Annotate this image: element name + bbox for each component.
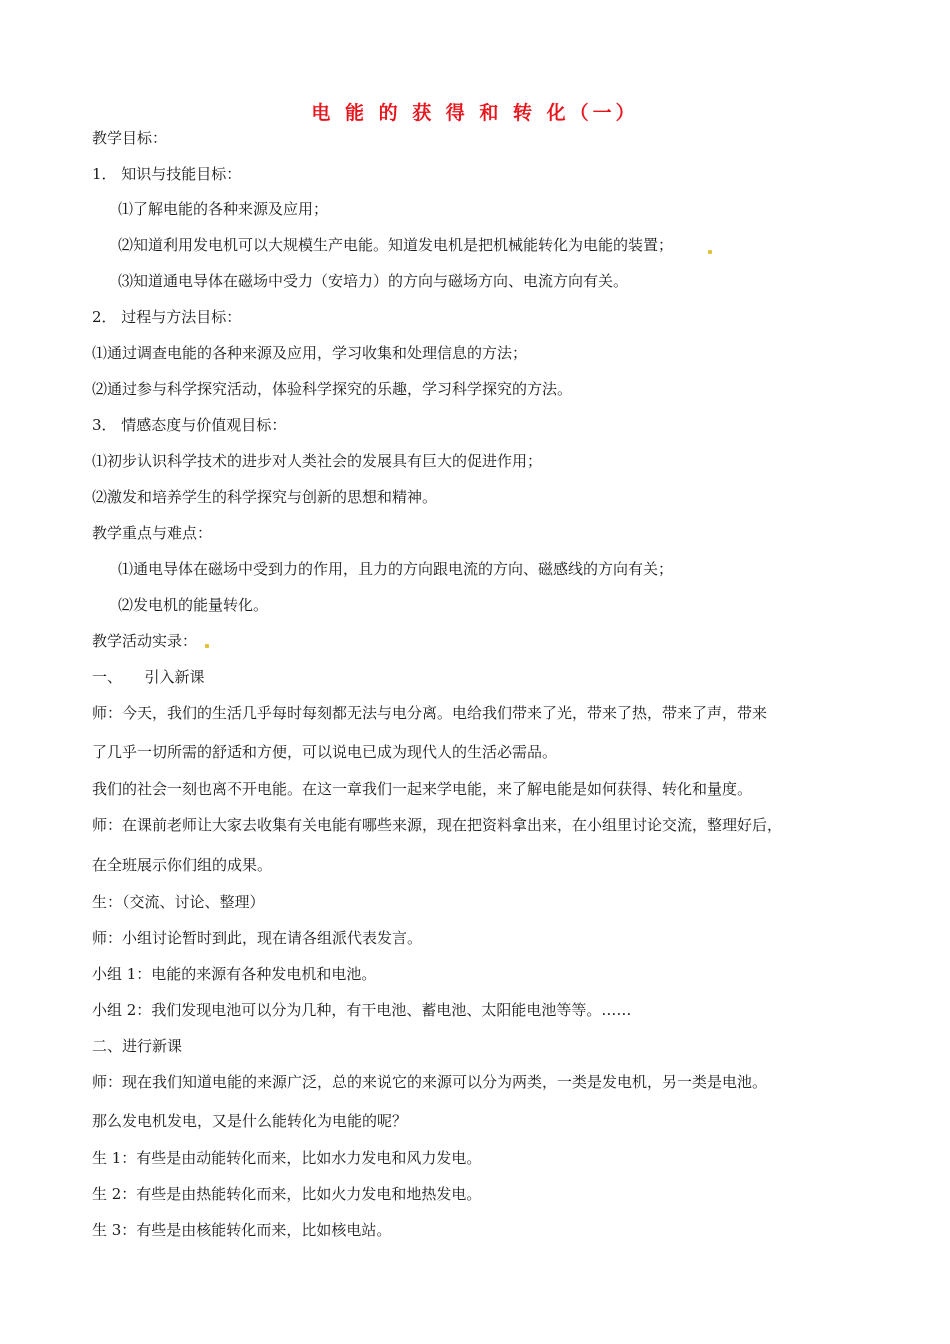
heading-teaching-goals: 教学目标： xyxy=(92,129,168,147)
dialogue-line: 生 2：有些是由热能转化而来，比如火力发电和地热发电。 xyxy=(92,1185,482,1203)
goal-1-item-2: ⑵知道利用发电机可以大规模生产电能。知道发电机是把机械能转化为电能的装置； xyxy=(118,236,674,254)
heading-activity-record: 教学活动实录： xyxy=(92,632,198,650)
key-point-2: ⑵发电机的能量转化。 xyxy=(118,596,269,614)
goal-3-heading: 3． 情感态度与价值观目标： xyxy=(92,416,287,434)
heading-key-points: 教学重点与难点： xyxy=(92,524,213,542)
goal-1-item-3: ⑶知道通电导体在磁场中受力（安培力）的方向与磁场方向、电流方向有关。 xyxy=(118,272,629,290)
section-1-heading: 一、 引入新课 xyxy=(92,668,205,686)
section-2-heading: 二、进行新课 xyxy=(92,1037,183,1055)
goal-2-item-1: ⑴通过调查电能的各种来源及应用，学习收集和处理信息的方法； xyxy=(92,344,528,362)
goal-3-item-2: ⑵激发和培养学生的科学探究与创新的思想和精神。 xyxy=(92,488,438,506)
goal-2-item-2: ⑵通过参与科学探究活动，体验科学探究的乐趣，学习科学探究的方法。 xyxy=(92,380,573,398)
goal-3-item-1: ⑴初步认识科学技术的进步对人类社会的发展具有巨大的促进作用； xyxy=(92,452,543,470)
paragraph-line: 师：在课前老师让大家去收集有关电能有哪些来源，现在把资料拿出来，在小组里讨论交流，整理好后， xyxy=(92,816,783,834)
paragraph-line: 了几乎一切所需的舒适和方便，可以说电已成为现代人的生活必需品。 xyxy=(92,743,558,761)
paragraph-line: 师：现在我们知道电能的来源广泛，总的来说它的来源可以分为两类，一类是发电机，另一类是电池。 xyxy=(92,1073,768,1091)
document-title: 电 能 的 获 得 和 转 化（一） xyxy=(311,102,639,124)
paragraph-line: 那么发电机发电，又是什么能转化为电能的呢？ xyxy=(92,1112,408,1130)
key-point-1: ⑴通电导体在磁场中受到力的作用，且力的方向跟电流的方向、磁感线的方向有关； xyxy=(118,560,674,578)
paragraph-line: 我们的社会一刻也离不开电能。在这一章我们一起来学电能，来了解电能是如何获得、转化和量度。 xyxy=(92,780,753,798)
dialogue-line: 生 3：有些是由核能转化而来，比如核电站。 xyxy=(92,1221,392,1239)
dialogue-line: 小组 1：电能的来源有各种发电机和电池。 xyxy=(92,965,377,983)
paragraph-line: 在全班展示你们组的成果。 xyxy=(92,856,273,874)
dialogue-line: 生 1：有些是由动能转化而来，比如水力发电和风力发电。 xyxy=(92,1149,482,1167)
dialogue-line: 小组 2：我们发现电池可以分为几种，有干电池、蓄电池、太阳能电池等等。…… xyxy=(92,1001,632,1019)
paragraph-line: 师：今天，我们的生活几乎每时每刻都无法与电分离。电给我们带来了光，带来了热，带来了声，带来 xyxy=(92,704,768,722)
scan-mark xyxy=(708,250,712,254)
goal-1-item-1: ⑴了解电能的各种来源及应用； xyxy=(118,200,329,218)
goal-1-heading: 1． 知识与技能目标： xyxy=(92,165,242,183)
goal-2-heading: 2． 过程与方法目标： xyxy=(92,308,242,326)
dialogue-line: 生：（交流、讨论、整理） xyxy=(92,893,265,911)
dialogue-line: 师：小组讨论暂时到此，现在请各组派代表发言。 xyxy=(92,929,423,947)
scan-mark xyxy=(205,644,209,648)
